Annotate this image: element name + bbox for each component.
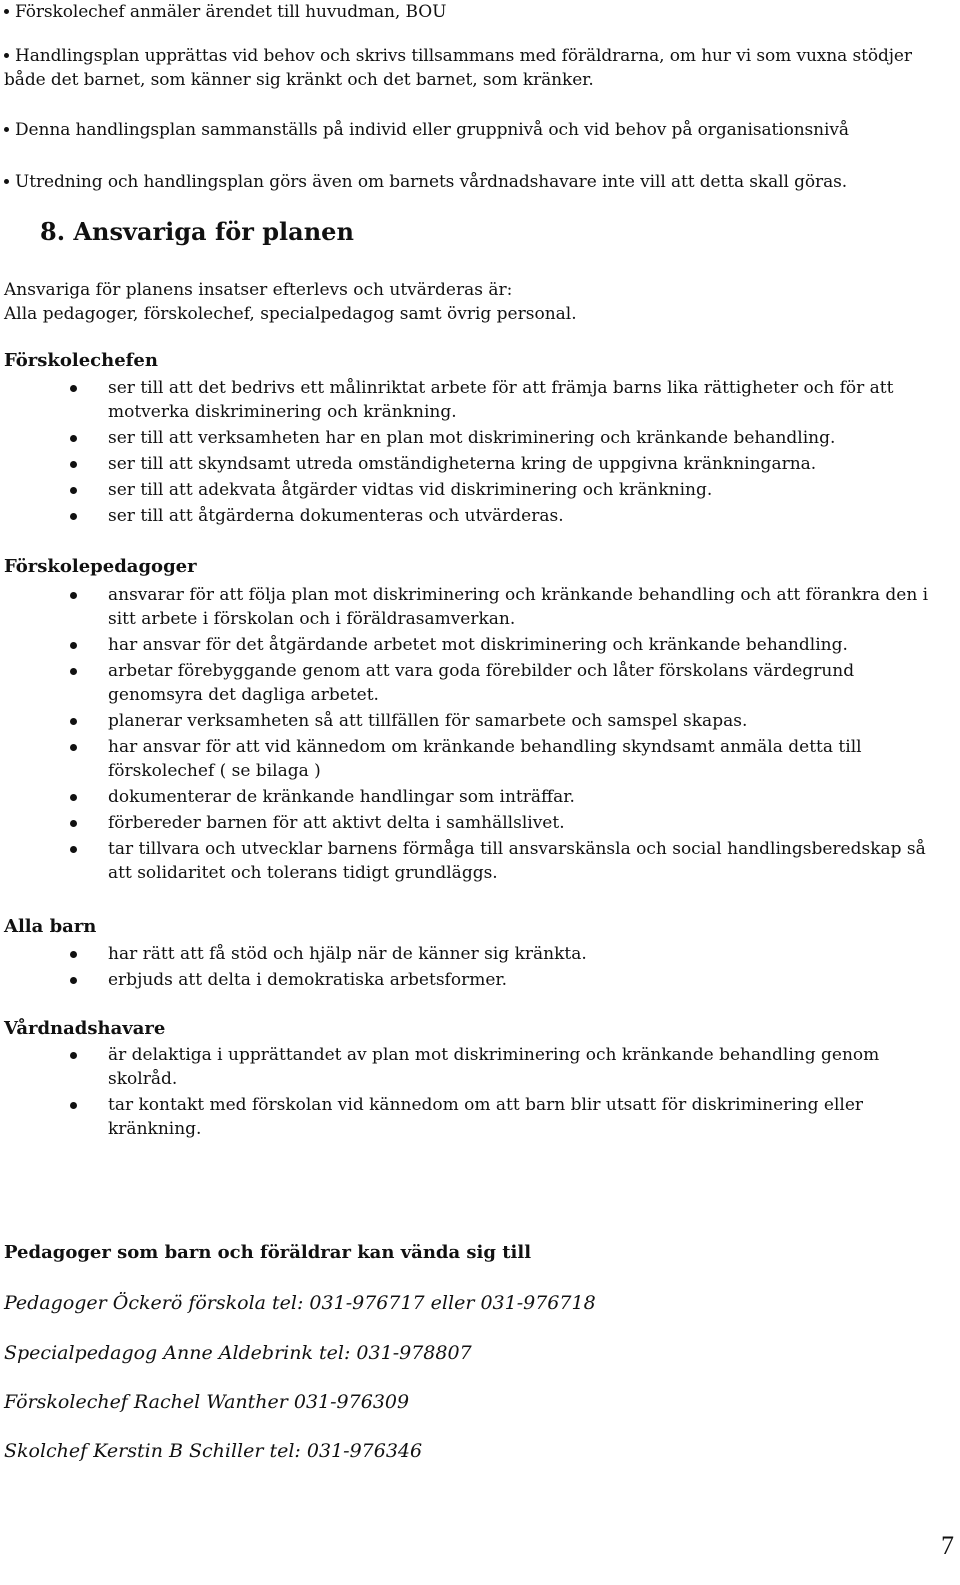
list-item: är delaktiga i upprättandet av plan mot diskriminering och kränkande behandling genom skolråd. bbox=[0, 1043, 960, 1091]
top-bullet-text: Handlingsplan upprättas vid behov och skrivs tillsammans med föräldrarna, om hur vi som vuxna stödjer både det barnet, som känner sig kränkt och det barnet, som kränker. bbox=[4, 46, 912, 90]
section-intro bbox=[4, 278, 954, 326]
bullet-icon bbox=[70, 977, 77, 984]
section-heading: 8. Ansvariga för planen bbox=[40, 217, 354, 246]
bullet-icon bbox=[70, 820, 77, 827]
list-item: arbetar förebyggande genom att vara goda förebilder och låter förskolans värdegrund genomsyra det dagliga arbetet. bbox=[0, 659, 960, 707]
list-item: ansvarar för att följa plan mot diskriminering och kränkande behandling och att förankra den i sitt arbete i förskolan och i föräldrasamverkan. bbox=[0, 583, 960, 631]
list-item: ser till att åtgärderna dokumenteras och utvärderas. bbox=[0, 504, 960, 528]
bullet-icon bbox=[70, 668, 77, 675]
role-list-forskolechefen bbox=[0, 376, 960, 530]
bullet-icon bbox=[70, 461, 77, 468]
top-bullet-item bbox=[4, 170, 954, 194]
list-item: erbjuds att delta i demokratiska arbetsformer. bbox=[0, 968, 960, 992]
list-item: har ansvar för att vid kännedom om kränkande behandling skyndsamt anmäla detta till förskolechef ( se bilaga ) bbox=[0, 735, 960, 783]
bullet-icon bbox=[4, 9, 9, 14]
bullet-icon bbox=[70, 513, 77, 520]
contact-line: Specialpedagog Anne Aldebrink tel: 031-978807 bbox=[4, 1342, 472, 1364]
page-number: 7 bbox=[941, 1531, 954, 1560]
bullet-icon bbox=[70, 435, 77, 442]
list-item: ser till att verksamheten har en plan mot diskriminering och kränkande behandling. bbox=[0, 426, 960, 450]
top-bullet-item bbox=[4, 118, 954, 142]
contact-line: Pedagoger Öckerö förskola tel: 031-976717 eller 031-976718 bbox=[4, 1292, 596, 1314]
list-item: dokumenterar de kränkande handlingar som inträffar. bbox=[0, 785, 960, 809]
contact-line: Skolchef Kerstin B Schiller tel: 031-976346 bbox=[4, 1440, 423, 1462]
bullet-icon bbox=[70, 951, 77, 958]
bullet-icon bbox=[4, 127, 9, 132]
list-item: tar kontakt med förskolan vid kännedom om att barn blir utsatt för diskriminering eller kränkning. bbox=[0, 1093, 960, 1141]
list-item: tar tillvara och utvecklar barnens förmåga till ansvarskänsla och social handlingsberedskap så att solidaritet och tolerans tidigt grundläggs. bbox=[0, 837, 960, 885]
role-list-vardnadshavare bbox=[0, 1043, 960, 1143]
bullet-icon bbox=[70, 487, 77, 494]
bullet-icon bbox=[70, 744, 77, 751]
top-bullet-item bbox=[4, 0, 954, 24]
role-title-alla-barn: Alla barn bbox=[4, 916, 97, 937]
bullet-icon bbox=[4, 179, 9, 184]
role-title-vardnadshavare: Vårdnadshavare bbox=[4, 1018, 166, 1039]
top-bullet-text: Denna handlingsplan sammanställs på individ eller gruppnivå och vid behov på organisationsnivå bbox=[15, 120, 849, 140]
bullet-icon bbox=[4, 53, 9, 58]
role-list-forskolepedagoger bbox=[0, 583, 960, 887]
list-item: ser till att adekvata åtgärder vidtas vid diskriminering och kränkning. bbox=[0, 478, 960, 502]
bullet-icon bbox=[70, 718, 77, 725]
bullet-icon bbox=[70, 385, 77, 392]
bullet-icon bbox=[70, 592, 77, 599]
intro-line: Alla pedagoger, förskolechef, specialpedagog samt övrig personal. bbox=[4, 304, 577, 324]
top-bullet-text: Förskolechef anmäler ärendet till huvudman, BOU bbox=[15, 2, 447, 22]
list-item: ser till att skyndsamt utreda omständigheterna kring de uppgivna kränkningarna. bbox=[0, 452, 960, 476]
role-title-forskolechefen: Förskolechefen bbox=[4, 350, 158, 371]
role-list-alla-barn bbox=[0, 942, 960, 994]
bullet-icon bbox=[70, 1052, 77, 1059]
top-bullet-item bbox=[4, 44, 954, 92]
bullet-icon bbox=[70, 642, 77, 649]
list-item: planerar verksamheten så att tillfällen för samarbete och samspel skapas. bbox=[0, 709, 960, 733]
list-item: har rätt att få stöd och hjälp när de känner sig kränkta. bbox=[0, 942, 960, 966]
intro-line: Ansvariga för planens insatser efterlevs och utvärderas är: bbox=[4, 280, 513, 300]
contacts-title: Pedagoger som barn och föräldrar kan vända sig till bbox=[4, 1242, 532, 1263]
list-item: har ansvar för det åtgärdande arbetet mot diskriminering och kränkande behandling. bbox=[0, 633, 960, 657]
list-item: ser till att det bedrivs ett målinriktat arbete för att främja barns lika rättigheter och för att motverka diskriminering och kränkning. bbox=[0, 376, 960, 424]
bullet-icon bbox=[70, 846, 77, 853]
bullet-icon bbox=[70, 794, 77, 801]
role-title-forskolepedagoger: Förskolepedagoger bbox=[4, 556, 197, 577]
contact-line: Förskolechef Rachel Wanther 031-976309 bbox=[4, 1391, 410, 1413]
list-item: förbereder barnen för att aktivt delta i samhällslivet. bbox=[0, 811, 960, 835]
bullet-icon bbox=[70, 1102, 77, 1109]
top-bullet-text: Utredning och handlingsplan görs även om barnets vårdnadshavare inte vill att detta skall göras. bbox=[15, 172, 848, 192]
